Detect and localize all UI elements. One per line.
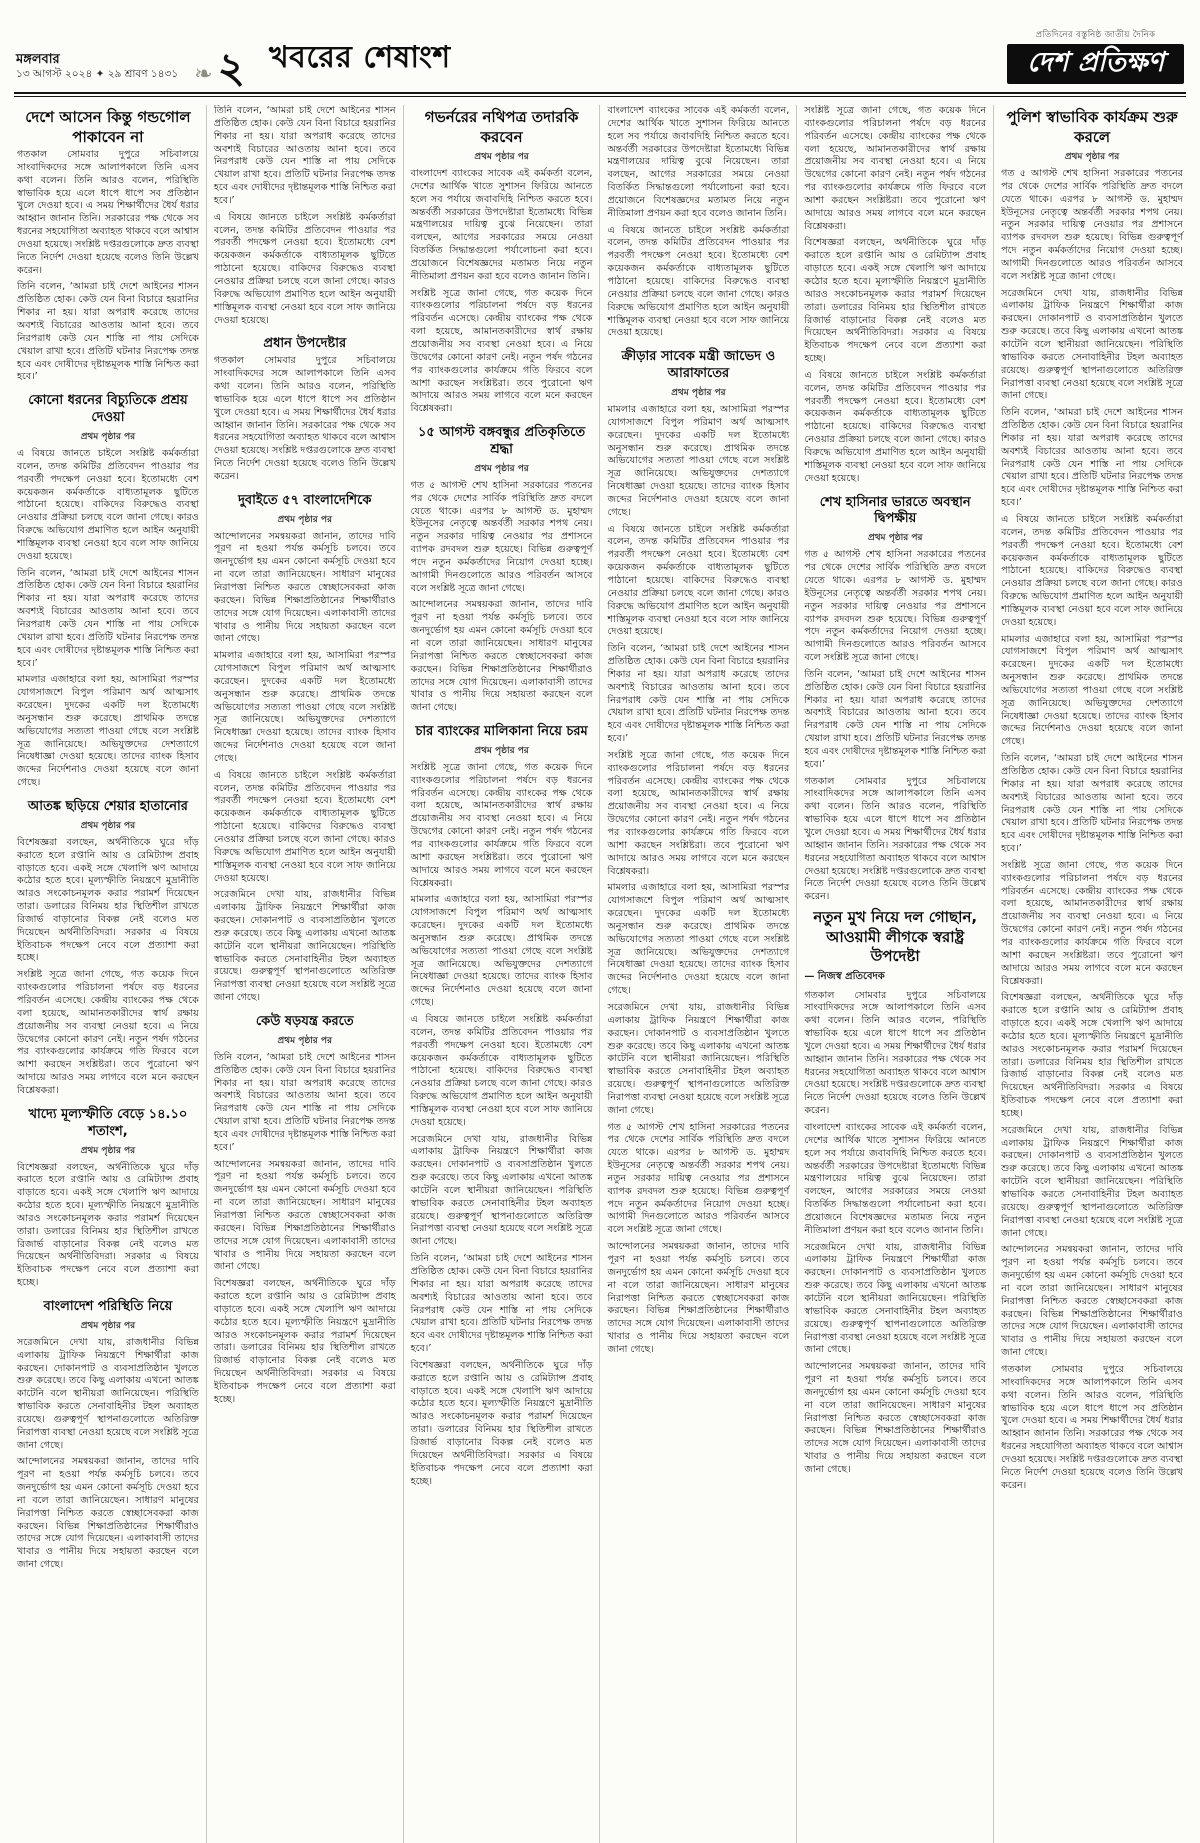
continued-from-label: প্রথম পৃষ্ঠার পর — [80, 820, 136, 831]
article-paragraph: সরেজমিনে দেখা যায়, রাজধানীর বিভিন্ন এলাকায় ট্রাফিক নিয়ন্ত্রণে শিক্ষার্থীরা কাজ করছেন। দোকানপাট ও ব্যবসাপ্রতিষ্ঠান খুলতে শুরু করেছে। তবে কিছু এলাকায় এখনো আতঙ্ক কাটেনি বলে স্থানীয়রা জানিয়েছেন। পরিস্থিতি স্বাভাবিক করতে সেনাবাহিনীর টহল অব্যাহত রয়েছে। গুরুত্বপূর্ণ স্থাপনাগুলোতে অতিরিক্ত নিরাপত্তা ব্যবস্থা নেওয়া হয়েছে বলে সংশ্লিষ্ট সূত্রে জানা গেছে। — [1001, 287, 1183, 402]
article-paragraph: এ বিষয়ে জানতে চাইলে সংশ্লিষ্ট কর্মকর্তারা বলেন, তদন্ত কমিটির প্রতিবেদন পাওয়ার পর পরবর্তী পদক্ষেপ নেওয়া হবে। ইতোমধ্যে বেশ কয়েকজন কর্মকর্তাকে বাধ্যতামূলক ছুটিতে পাঠানো হয়েছে। বাকিদের বিরুদ্ধেও ব্যবস্থা নেওয়ার প্রক্রিয়া চলছে বলে জানা গেছে। কারও বিরুদ্ধে অভিযোগ প্রমাণিত হলে আইন অনুযায়ী শাস্তিমূলক ব্যবস্থা নেওয়া হবে বলে সাফ জানিয়ে দেওয়া হয়েছে। — [17, 448, 199, 562]
page-number: ২ — [217, 43, 245, 93]
article-paragraph: এ বিষয়ে জানতে চাইলে সংশ্লিষ্ট কর্মকর্তারা বলেন, তদন্ত কমিটির প্রতিবেদন পাওয়ার পর পরবর্তী পদক্ষেপ নেওয়া হবে। ইতোমধ্যে বেশ কয়েকজন কর্মকর্তাকে বাধ্যতামূলক ছুটিতে পাঠানো হয়েছে। বাকিদের বিরুদ্ধেও ব্যবস্থা নেওয়ার প্রক্রিয়া চলছে বলে জানা গেছে। কারও বিরুদ্ধে অভিযোগ প্রমাণিত হলে আইন অনুযায়ী শাস্তিমূলক ব্যবস্থা নেওয়া হবে বলে সাফ জানিয়ে দেওয়া হয়েছে। — [213, 769, 396, 884]
article-paragraph: সংশ্লিষ্ট সূত্রে জানা গেছে, গত কয়েক দিনে ব্যাংকগুলোর পরিচালনা পর্ষদে বড় ধরনের পরিবর্তন এসেছে। কেন্দ্রীয় ব্যাংকের পক্ষ থেকে বলা হয়েছে, আমানতকারীদের স্বার্থ রক্ষায় প্রয়োজনীয় সব ব্যবস্থা নেওয়া হবে। এ নিয়ে উদ্বেগের কোনো কারণ নেই। নতুন পর্ষদ গঠনের পর ব্যাংকগুলোর কার্যক্রমে গতি ফিরবে বলে আশা করছেন সংশ্লিষ্টরা। তবে পুরোনো ঋণ আদায়ে আরও সময় লাগবে বলে মনে করছেন বিশ্লেষকরা। — [804, 105, 987, 232]
article-headline: কোনো ধরনের বিচ্যুতিকে প্রশ্রয় দেওয়া — [28, 393, 188, 426]
article-paragraph: আন্দোলনের সমন্বয়করা জানান, তাদের দাবি পূরণ না হওয়া পর্যন্ত কর্মসূচি চলবে। তবে জনদুর্ভোগ হয় এমন কোনো কর্মসূচি দেওয়া হবে না বলে তারা জানিয়েছেন। সাধারণ মানুষের নিরাপত্তা নিশ্চিত করতে স্বেচ্ছাসেবকরা কাজ করছেন। বিভিন্ন শিক্ষাপ্রতিষ্ঠানের শিক্ষার্থীরাও তাদের সঙ্গে যোগ দিয়েছেন। এলাকাবাসী তাদের খাবার ও পানীয় দিয়ে সহায়তা করছেন বলে জানা গেছে। — [607, 1241, 790, 1355]
article-paragraph: তিনি বলেন, ‘আমরা চাই দেশে আইনের শাসন প্রতিষ্ঠিত হোক। কেউ যেন বিনা বিচারে হয়রানির শিকার না হয়। যারা অপরাধ করেছে তাদের অবশ্যই বিচারের আওতায় আনা হবে। তবে নিরপরাধ কেউ যেন শাস্তি না পায় সেদিকে খেয়াল রাখা হবে। প্রতিটি ঘটনার নিরপেক্ষ তদন্ত হবে এবং দোষীদের দৃষ্টান্তমূলক শাস্তি নিশ্চিত করা হবে।’ — [607, 643, 790, 745]
article-paragraph: তিনি বলেন, ‘আমরা চাই দেশে আইনের শাসন প্রতিষ্ঠিত হোক। কেউ যেন বিনা বিচারে হয়রানির শিকার না হয়। যারা অপরাধ করেছে তাদের অবশ্যই বিচারের আওতায় আনা হবে। তবে নিরপরাধ কেউ যেন শাস্তি না পায় সেদিকে খেয়াল রাখা হবে। প্রতিটি ঘটনার নিরপেক্ষ তদন্ত হবে এবং দোষীদের দৃষ্টান্তমূলক শাস্তি নিশ্চিত করা হবে।’ — [804, 668, 987, 770]
header-rule-thick — [14, 92, 1186, 94]
article-paragraph: এ বিষয়ে জানতে চাইলে সংশ্লিষ্ট কর্মকর্তারা বলেন, তদন্ত কমিটির প্রতিবেদন পাওয়ার পর পরবর্তী পদক্ষেপ নেওয়া হবে। ইতোমধ্যে বেশ কয়েকজন কর্মকর্তাকে বাধ্যতামূলক ছুটিতে পাঠানো হয়েছে। বাকিদের বিরুদ্ধেও ব্যবস্থা নেওয়ার প্রক্রিয়া চলছে বলে জানা গেছে। কারও বিরুদ্ধে অভিযোগ প্রমাণিত হলে আইন অনুযায়ী শাস্তিমূলক ব্যবস্থা নেওয়া হবে বলে সাফ জানিয়ে দেওয়া হয়েছে। — [804, 369, 987, 484]
article-paragraph: বাংলাদেশ ব্যাংকের সাবেক এই কর্মকর্তা বলেন, দেশের আর্থিক খাতে সুশাসন ফিরিয়ে আনতে হলে সব পর্যায়ে জবাবদিহি নিশ্চিত করতে হবে। অন্তর্বর্তী সরকারের উপদেষ্টারা ইতোমধ্যে বিভিন্ন মন্ত্রণালয়ের দায়িত্ব বুঝে নিয়েছেন। তারা বলছেন, আগের সরকারের সময়ে নেওয়া বিতর্কিত সিদ্ধান্তগুলো পর্যালোচনা করা হবে। প্রয়োজনে বিশেষজ্ঞদের মতামত নিয়ে নতুন নীতিমালা প্রণয়ন করা হবে বলেও জানান তিনি। — [607, 105, 790, 219]
article-paragraph: বিশেষজ্ঞরা বলছেন, অর্থনীতিকে ঘুরে দাঁড় করাতে হলে রপ্তানি আয় ও রেমিট্যান্স প্রবাহ বাড়াতে হবে। একই সঙ্গে খেলাপি ঋণ আদায়ে কঠোর হতে হবে। মূল্যস্ফীতি নিয়ন্ত্রণে মুদ্রানীতি আরও সংকোচনমূলক করার পরামর্শ দিয়েছেন তারা। ডলারের বিনিময় হার স্থিতিশীল রাখতে রিজার্ভ বাড়ানোর বিকল্প নেই বলেও মত দিয়েছেন অর্থনীতিবিদরা। সরকার এ বিষয়ে ইতিবাচক পদক্ষেপ নেবে বলে প্রত্যাশা করা হচ্ছে। — [1001, 992, 1183, 1119]
article-paragraph: তিনি বলেন, ‘আমরা চাই দেশে আইনের শাসন প্রতিষ্ঠিত হোক। কেউ যেন বিনা বিচারে হয়রানির শিকার না হয়। যারা অপরাধ করেছে তাদের অবশ্যই বিচারের আওতায় আনা হবে। তবে নিরপরাধ কেউ যেন শাস্তি না পায় সেদিকে খেয়াল রাখা হবে। প্রতিটি ঘটনার নিরপেক্ষ তদন্ত হবে এবং দোষীদের দৃষ্টান্তমূলক শাস্তি নিশ্চিত করা হবে।’ — [213, 1051, 396, 1153]
article-headline: বাংলাদেশ পরিস্থিতি নিয়ে — [43, 1298, 173, 1314]
article-paragraph: তিনি বলেন, ‘আমরা চাই দেশে আইনের শাসন প্রতিষ্ঠিত হোক। কেউ যেন বিনা বিচারে হয়রানির শিকার না হয়। যারা অপরাধ করেছে তাদের অবশ্যই বিচারের আওতায় আনা হবে। তবে নিরপরাধ কেউ যেন শাস্তি না পায় সেদিকে খেয়াল রাখা হবে। প্রতিটি ঘটনার নিরপেক্ষ তদন্ত হবে এবং দোষীদের দৃষ্টান্তমূলক শাস্তি নিশ্চিত করা হবে।’ — [213, 105, 396, 206]
masthead-block — [1007, 28, 1184, 86]
column-1 — [10, 105, 206, 1843]
article-headline: খাদ্যে মূল্যস্ফীতি বেড়ে ১৪.১০ শতাংশ, — [28, 1106, 188, 1139]
article-paragraph: সরেজমিনে দেখা যায়, রাজধানীর বিভিন্ন এলাকায় ট্রাফিক নিয়ন্ত্রণে শিক্ষার্থীরা কাজ করছেন। দোকানপাট ও ব্যবসাপ্রতিষ্ঠান খুলতে শুরু করেছে। তবে কিছু এলাকায় এখনো আতঙ্ক কাটেনি বলে স্থানীয়রা জানিয়েছেন। পরিস্থিতি স্বাভাবিক করতে সেনাবাহিনীর টহল অব্যাহত রয়েছে। গুরুত্বপূর্ণ স্থাপনাগুলোতে অতিরিক্ত নিরাপত্তা ব্যবস্থা নেওয়া হয়েছে বলে সংশ্লিষ্ট সূত্রে জানা গেছে। — [804, 1241, 987, 1356]
article-headline: ক্রীড়ার সাবেক মন্ত্রী জাভেদ ও আরাফাতের — [621, 349, 776, 382]
continued-from-label: প্রথম পৃষ্ঠার পর — [474, 152, 529, 163]
article-paragraph: গতকাল সোমবার দুপুরে সচিবালয়ে সাংবাদিকদের সঙ্গে আলাপকালে তিনি এসব কথা বলেন। তিনি আরও বলেন, পরিস্থিতি স্বাভাবিক হয়ে এলে ধাপে ধাপে সব প্রতিষ্ঠান খুলে দেওয়া হবে। এ সময় শিক্ষার্থীদের ধৈর্য ধরার আহ্বান জানান তিনি। সরকারের পক্ষ থেকে সব ধরনের সহযোগিতা অব্যাহত থাকবে বলে আশ্বাস দেওয়া হয়েছে। সংশ্লিষ্ট দপ্তরগুলোকে দ্রুত ব্যবস্থা নিতে নির্দেশ দেওয়া হয়েছে বলেও তিনি উল্লেখ করেন। — [17, 149, 199, 276]
article-paragraph: এ বিষয়ে জানতে চাইলে সংশ্লিষ্ট কর্মকর্তারা বলেন, তদন্ত কমিটির প্রতিবেদন পাওয়ার পর পরবর্তী পদক্ষেপ নেওয়া হবে। ইতোমধ্যে বেশ কয়েকজন কর্মকর্তাকে বাধ্যতামূলক ছুটিতে পাঠানো হয়েছে। বাকিদের বিরুদ্ধেও ব্যবস্থা নেওয়ার প্রক্রিয়া চলছে বলে জানা গেছে। কারও বিরুদ্ধে অভিযোগ প্রমাণিত হলে আইন অনুযায়ী শাস্তিমূলক ব্যবস্থা নেওয়া হবে বলে সাফ জানিয়ে দেওয়া হয়েছে। — [213, 211, 396, 326]
article-columns — [0, 101, 1200, 1843]
column-4 — [599, 105, 796, 1843]
continued-from-label: প্রথম পৃষ্ঠার পর — [474, 463, 529, 474]
column-2 — [206, 105, 403, 1843]
article-paragraph: বাংলাদেশ ব্যাংকের সাবেক এই কর্মকর্তা বলেন, দেশের আর্থিক খাতে সুশাসন ফিরিয়ে আনতে হলে সব পর্যায়ে জবাবদিহি নিশ্চিত করতে হবে। অন্তর্বর্তী সরকারের উপদেষ্টারা ইতোমধ্যে বিভিন্ন মন্ত্রণালয়ের দায়িত্ব বুঝে নিয়েছেন। তারা বলছেন, আগের সরকারের সময়ে নেওয়া বিতর্কিত সিদ্ধান্তগুলো পর্যালোচনা করা হবে। প্রয়োজনে বিশেষজ্ঞদের মতামত নিয়ে নতুন নীতিমালা প্রণয়ন করা হবে বলেও জানান তিনি। — [410, 168, 593, 282]
article-paragraph: বিশেষজ্ঞরা বলছেন, অর্থনীতিকে ঘুরে দাঁড় করাতে হলে রপ্তানি আয় ও রেমিট্যান্স প্রবাহ বাড়াতে হবে। একই সঙ্গে খেলাপি ঋণ আদায়ে কঠোর হতে হবে। মূল্যস্ফীতি নিয়ন্ত্রণে মুদ্রানীতি আরও সংকোচনমূলক করার পরামর্শ দিয়েছেন তারা। ডলারের বিনিময় হার স্থিতিশীল রাখতে রিজার্ভ বাড়ানোর বিকল্প নেই বলেও মত দিয়েছেন অর্থনীতিবিদরা। সরকার এ বিষয়ে ইতিবাচক পদক্ষেপ নেবে বলে প্রত্যাশা করা হচ্ছে। — [410, 1359, 593, 1487]
page-header — [0, 0, 1200, 93]
article-paragraph: তিনি বলেন, ‘আমরা চাই দেশে আইনের শাসন প্রতিষ্ঠিত হোক। কেউ যেন বিনা বিচারে হয়রানির শিকার না হয়। যারা অপরাধ করেছে তাদের অবশ্যই বিচারের আওতায় আনা হবে। তবে নিরপরাধ কেউ যেন শাস্তি না পায় সেদিকে খেয়াল রাখা হবে। প্রতিটি ঘটনার নিরপেক্ষ তদন্ত হবে এবং দোষীদের দৃষ্টান্তমূলক শাস্তি নিশ্চিত করা হবে।’ — [1001, 753, 1183, 855]
article-paragraph: মামলার এজাহারে বলা হয়, আসামিরা পরস্পর যোগসাজশে বিপুল পরিমাণ অর্থ আত্মসাৎ করেছেন। দুদকের একটি দল ইতোমধ্যে অনুসন্ধান শুরু করেছে। প্রাথমিক তদন্তে অভিযোগের সত্যতা পাওয়া গেছে বলে সংশ্লিষ্ট সূত্র জানিয়েছে। অভিযুক্তদের দেশত্যাগে নিষেধাজ্ঞা দেওয়া হয়েছে। তাদের ব্যাংক হিসাব জব্দের নির্দেশনাও দেওয়া হয়েছে বলে জানা গেছে। — [213, 650, 396, 764]
article-paragraph: বিশেষজ্ঞরা বলছেন, অর্থনীতিকে ঘুরে দাঁড় করাতে হলে রপ্তানি আয় ও রেমিট্যান্স প্রবাহ বাড়াতে হবে। একই সঙ্গে খেলাপি ঋণ আদায়ে কঠোর হতে হবে। মূল্যস্ফীতি নিয়ন্ত্রণে মুদ্রানীতি আরও সংকোচনমূলক করার পরামর্শ দিয়েছেন তারা। ডলারের বিনিময় হার স্থিতিশীল রাখতে রিজার্ভ বাড়ানোর বিকল্প নেই বলেও মত দিয়েছেন অর্থনীতিবিদরা। সরকার এ বিষয়ে ইতিবাচক পদক্ষেপ নেবে বলে প্রত্যাশা করা হচ্ছে। — [804, 237, 987, 365]
article-paragraph: এ বিষয়ে জানতে চাইলে সংশ্লিষ্ট কর্মকর্তারা বলেন, তদন্ত কমিটির প্রতিবেদন পাওয়ার পর পরবর্তী পদক্ষেপ নেওয়া হবে। ইতোমধ্যে বেশ কয়েকজন কর্মকর্তাকে বাধ্যতামূলক ছুটিতে পাঠানো হয়েছে। বাকিদের বিরুদ্ধেও ব্যবস্থা নেওয়ার প্রক্রিয়া চলছে বলে জানা গেছে। কারও বিরুদ্ধে অভিযোগ প্রমাণিত হলে আইন অনুযায়ী শাস্তিমূলক ব্যবস্থা নেওয়া হবে বলে সাফ জানিয়ে দেওয়া হয়েছে। — [607, 224, 790, 339]
article-headline: ১৫ আগস্ট বঙ্গবন্ধুর প্রতিকৃতিতে শ্রদ্ধা — [417, 425, 586, 457]
flourish-icon: ❧ — [194, 62, 213, 88]
article-paragraph: সংশ্লিষ্ট সূত্রে জানা গেছে, গত কয়েক দিনে ব্যাংকগুলোর পরিচালনা পর্ষদে বড় ধরনের পরিবর্তন এসেছে। কেন্দ্রীয় ব্যাংকের পক্ষ থেকে বলা হয়েছে, আমানতকারীদের স্বার্থ রক্ষায় প্রয়োজনীয় সব ব্যবস্থা নেওয়া হবে। এ নিয়ে উদ্বেগের কোনো কারণ নেই। নতুন পর্ষদ গঠনের পর ব্যাংকগুলোর কার্যক্রমে গতি ফিরবে বলে আশা করছেন সংশ্লিষ্টরা। তবে পুরোনো ঋণ আদায়ে আরও সময় লাগবে বলে মনে করছেন বিশ্লেষকরা। — [17, 969, 199, 1096]
article-paragraph: গতকাল সোমবার দুপুরে সচিবালয়ে সাংবাদিকদের সঙ্গে আলাপকালে তিনি এসব কথা বলেন। তিনি আরও বলেন, পরিস্থিতি স্বাভাবিক হয়ে এলে ধাপে ধাপে সব প্রতিষ্ঠান খুলে দেওয়া হবে। এ সময় শিক্ষার্থীদের ধৈর্য ধরার আহ্বান জানান তিনি। সরকারের পক্ষ থেকে সব ধরনের সহযোগিতা অব্যাহত থাকবে বলে আশ্বাস দেওয়া হয়েছে। সংশ্লিষ্ট দপ্তরগুলোকে দ্রুত ব্যবস্থা নিতে নির্দেশ দেওয়া হয়েছে বলেও তিনি উল্লেখ করেন। — [213, 355, 396, 482]
article-paragraph: বাংলাদেশ ব্যাংকের সাবেক এই কর্মকর্তা বলেন, দেশের আর্থিক খাতে সুশাসন ফিরিয়ে আনতে হলে সব পর্যায়ে জবাবদিহি নিশ্চিত করতে হবে। অন্তর্বর্তী সরকারের উপদেষ্টারা ইতোমধ্যে বিভিন্ন মন্ত্রণালয়ের দায়িত্ব বুঝে নিয়েছেন। তারা বলছেন, আগের সরকারের সময়ে নেওয়া বিতর্কিত সিদ্ধান্তগুলো পর্যালোচনা করা হবে। প্রয়োজনে বিশেষজ্ঞদের মতামত নিয়ে নতুন নীতিমালা প্রণয়ন করা হবে বলেও জানান তিনি। — [804, 1122, 987, 1236]
article-headline: পুলিশ স্বাভাবিক কার্যক্রম শুরু করলে — [1006, 108, 1178, 146]
article-headline: আতঙ্ক ছড়িয়ে শেয়ার হাতানোর — [27, 798, 188, 814]
continued-from-label: প্রথম পৃষ্ঠার পর — [671, 388, 726, 399]
article-paragraph: তিনি বলেন, ‘আমরা চাই দেশে আইনের শাসন প্রতিষ্ঠিত হোক। কেউ যেন বিনা বিচারে হয়রানির শিকার না হয়। যারা অপরাধ করেছে তাদের অবশ্যই বিচারের আওতায় আনা হবে। তবে নিরপরাধ কেউ যেন শাস্তি না পায় সেদিকে খেয়াল রাখা হবে। প্রতিটি ঘটনার নিরপেক্ষ তদন্ত হবে এবং দোষীদের দৃষ্টান্তমূলক শাস্তি নিশ্চিত করা হবে।’ — [1001, 407, 1183, 509]
continued-from-label: প্রথম পৃষ্ঠার পর — [277, 1035, 332, 1046]
byline: — নিজস্ব প্রতিবেদক — [804, 970, 885, 982]
continued-from-label: প্রথম পৃষ্ঠার পর — [1064, 152, 1120, 163]
article-paragraph: আন্দোলনের সমন্বয়করা জানান, তাদের দাবি পূরণ না হওয়া পর্যন্ত কর্মসূচি চলবে। তবে জনদুর্ভোগ হয় এমন কোনো কর্মসূচি দেওয়া হবে না বলে তারা জানিয়েছেন। সাধারণ মানুষের নিরাপত্তা নিশ্চিত করতে স্বেচ্ছাসেবকরা কাজ করছেন। বিভিন্ন শিক্ষাপ্রতিষ্ঠানের শিক্ষার্থীরাও তাদের সঙ্গে যোগ দিয়েছেন। এলাকাবাসী তাদের খাবার ও পানীয় দিয়ে সহায়তা করছেন বলে জানা গেছে। — [804, 1361, 987, 1475]
article-paragraph: গত ৫ আগস্ট শেখ হাসিনা সরকারের পতনের পর থেকে দেশের সার্বিক পরিস্থিতি দ্রুত বদলে যেতে থাকে। এরপর ৮ আগস্ট ড. মুহাম্মদ ইউনূসের নেতৃত্বে অন্তর্বর্তী সরকার শপথ নেয়। নতুন সরকার দায়িত্ব নেওয়ার পর প্রশাসনে ব্যাপক রদবদল শুরু হয়েছে। বিভিন্ন গুরুত্বপূর্ণ পদে নতুন কর্মকর্তাদের নিয়োগ দেওয়া হচ্ছে। আগামী দিনগুলোতে আরও পরিবর্তন আসবে বলে সংশ্লিষ্ট সূত্রে জানা গেছে। — [1001, 168, 1183, 282]
continued-from-label: প্রথম পৃষ্ঠার পর — [80, 1320, 136, 1331]
article-paragraph: সংশ্লিষ্ট সূত্রে জানা গেছে, গত কয়েক দিনে ব্যাংকগুলোর পরিচালনা পর্ষদে বড় ধরনের পরিবর্তন এসেছে। কেন্দ্রীয় ব্যাংকের পক্ষ থেকে বলা হয়েছে, আমানতকারীদের স্বার্থ রক্ষায় প্রয়োজনীয় সব ব্যবস্থা নেওয়া হবে। এ নিয়ে উদ্বেগের কোনো কারণ নেই। নতুন পর্ষদ গঠনের পর ব্যাংকগুলোর কার্যক্রমে গতি ফিরবে বলে আশা করছেন সংশ্লিষ্টরা। তবে পুরোনো ঋণ আদায়ে আরও সময় লাগবে বলে মনে করছেন বিশ্লেষকরা। — [1001, 859, 1183, 987]
date-line: ১৩ আগস্ট ২০২৪ ✦ ২৯ শ্রাবণ ১৪৩১ — [16, 68, 179, 81]
article-paragraph: সরেজমিনে দেখা যায়, রাজধানীর বিভিন্ন এলাকায় ট্রাফিক নিয়ন্ত্রণে শিক্ষার্থীরা কাজ করছেন। দোকানপাট ও ব্যবসাপ্রতিষ্ঠান খুলতে শুরু করেছে। তবে কিছু এলাকায় এখনো আতঙ্ক কাটেনি বলে স্থানীয়রা জানিয়েছেন। পরিস্থিতি স্বাভাবিক করতে সেনাবাহিনীর টহল অব্যাহত রয়েছে। গুরুত্বপূর্ণ স্থাপনাগুলোতে অতিরিক্ত নিরাপত্তা ব্যবস্থা নেওয়া হয়েছে বলে সংশ্লিষ্ট সূত্রে জানা গেছে। — [1001, 1124, 1183, 1239]
article-paragraph: গত ৫ আগস্ট শেখ হাসিনা সরকারের পতনের পর থেকে দেশের সার্বিক পরিস্থিতি দ্রুত বদলে যেতে থাকে। এরপর ৮ আগস্ট ড. মুহাম্মদ ইউনূসের নেতৃত্বে অন্তর্বর্তী সরকার শপথ নেয়। নতুন সরকার দায়িত্ব নেওয়ার পর প্রশাসনে ব্যাপক রদবদল শুরু হয়েছে। বিভিন্ন গুরুত্বপূর্ণ পদে নতুন কর্মকর্তাদের নিয়োগ দেওয়া হচ্ছে। আগামী দিনগুলোতে আরও পরিবর্তন আসবে বলে সংশ্লিষ্ট সূত্রে জানা গেছে। — [410, 479, 593, 594]
article-paragraph: আন্দোলনের সমন্বয়করা জানান, তাদের দাবি পূরণ না হওয়া পর্যন্ত কর্মসূচি চলবে। তবে জনদুর্ভোগ হয় এমন কোনো কর্মসূচি দেওয়া হবে না বলে তারা জানিয়েছেন। সাধারণ মানুষের নিরাপত্তা নিশ্চিত করতে স্বেচ্ছাসেবকরা কাজ করছেন। বিভিন্ন শিক্ষাপ্রতিষ্ঠানের শিক্ষার্থীরাও তাদের সঙ্গে যোগ দিয়েছেন। এলাকাবাসী তাদের খাবার ও পানীয় দিয়ে সহায়তা করছেন বলে জানা গেছে। — [410, 599, 593, 714]
article-paragraph: মামলার এজাহারে বলা হয়, আসামিরা পরস্পর যোগসাজশে বিপুল পরিমাণ অর্থ আত্মসাৎ করেছেন। দুদকের একটি দল ইতোমধ্যে অনুসন্ধান শুরু করেছে। প্রাথমিক তদন্তে অভিযোগের সত্যতা পাওয়া গেছে বলে সংশ্লিষ্ট সূত্র জানিয়েছে। অভিযুক্তদের দেশত্যাগে নিষেধাজ্ঞা দেওয়া হয়েছে। তাদের ব্যাংক হিসাব জব্দের নির্দেশনাও দেওয়া হয়েছে বলে জানা গেছে। — [607, 882, 790, 997]
header-rule-thin — [14, 96, 1186, 97]
column-6 — [993, 105, 1190, 1843]
article-paragraph: গতকাল সোমবার দুপুরে সচিবালয়ে সাংবাদিকদের সঙ্গে আলাপকালে তিনি এসব কথা বলেন। তিনি আরও বলেন, পরিস্থিতি স্বাভাবিক হয়ে এলে ধাপে ধাপে সব প্রতিষ্ঠান খুলে দেওয়া হবে। এ সময় শিক্ষার্থীদের ধৈর্য ধরার আহ্বান জানান তিনি। সরকারের পক্ষ থেকে সব ধরনের সহযোগিতা অব্যাহত থাকবে বলে আশ্বাস দেওয়া হয়েছে। সংশ্লিষ্ট দপ্তরগুলোকে দ্রুত ব্যবস্থা নিতে নির্দেশ দেওয়া হয়েছে বলেও তিনি উল্লেখ করেন। — [1001, 1363, 1183, 1491]
article-paragraph: সরেজমিনে দেখা যায়, রাজধানীর বিভিন্ন এলাকায় ট্রাফিক নিয়ন্ত্রণে শিক্ষার্থীরা কাজ করছেন। দোকানপাট ও ব্যবসাপ্রতিষ্ঠান খুলতে শুরু করেছে। তবে কিছু এলাকায় এখনো আতঙ্ক কাটেনি বলে স্থানীয়রা জানিয়েছেন। পরিস্থিতি স্বাভাবিক করতে সেনাবাহিনীর টহল অব্যাহত রয়েছে। গুরুত্বপূর্ণ স্থাপনাগুলোতে অতিরিক্ত নিরাপত্তা ব্যবস্থা নেওয়া হয়েছে বলে সংশ্লিষ্ট সূত্রে জানা গেছে। — [410, 1133, 593, 1248]
article-paragraph: সংশ্লিষ্ট সূত্রে জানা গেছে, গত কয়েক দিনে ব্যাংকগুলোর পরিচালনা পর্ষদে বড় ধরনের পরিবর্তন এসেছে। কেন্দ্রীয় ব্যাংকের পক্ষ থেকে বলা হয়েছে, আমানতকারীদের স্বার্থ রক্ষায় প্রয়োজনীয় সব ব্যবস্থা নেওয়া হবে। এ নিয়ে উদ্বেগের কোনো কারণ নেই। নতুন পর্ষদ গঠনের পর ব্যাংকগুলোর কার্যক্রমে গতি ফিরবে বলে আশা করছেন সংশ্লিষ্টরা। তবে পুরোনো ঋণ আদায়ে আরও সময় লাগবে বলে মনে করছেন বিশ্লেষকরা। — [410, 761, 593, 889]
article-paragraph: এ বিষয়ে জানতে চাইলে সংশ্লিষ্ট কর্মকর্তারা বলেন, তদন্ত কমিটির প্রতিবেদন পাওয়ার পর পরবর্তী পদক্ষেপ নেওয়া হবে। ইতোমধ্যে বেশ কয়েকজন কর্মকর্তাকে বাধ্যতামূলক ছুটিতে পাঠানো হয়েছে। বাকিদের বিরুদ্ধেও ব্যবস্থা নেওয়ার প্রক্রিয়া চলছে বলে জানা গেছে। কারও বিরুদ্ধে অভিযোগ প্রমাণিত হলে আইন অনুযায়ী শাস্তিমূলক ব্যবস্থা নেওয়া হবে বলে সাফ জানিয়ে দেওয়া হয়েছে। — [410, 1013, 593, 1128]
article-paragraph: মামলার এজাহারে বলা হয়, আসামিরা পরস্পর যোগসাজশে বিপুল পরিমাণ অর্থ আত্মসাৎ করেছেন। দুদকের একটি দল ইতোমধ্যে অনুসন্ধান শুরু করেছে। প্রাথমিক তদন্তে অভিযোগের সত্যতা পাওয়া গেছে বলে সংশ্লিষ্ট সূত্র জানিয়েছে। অভিযুক্তদের দেশত্যাগে নিষেধাজ্ঞা দেওয়া হয়েছে। তাদের ব্যাংক হিসাব জব্দের নির্দেশনাও দেওয়া হয়েছে বলে জানা গেছে। — [410, 894, 593, 1009]
article-headline: প্রধান উপদেষ্টার — [263, 336, 347, 352]
weekday-label: মঙ্গলবার — [16, 51, 60, 67]
date-block — [16, 52, 178, 87]
article-paragraph: আন্দোলনের সমন্বয়করা জানান, তাদের দাবি পূরণ না হওয়া পর্যন্ত কর্মসূচি চলবে। তবে জনদুর্ভোগ হয় এমন কোনো কর্মসূচি দেওয়া হবে না বলে তারা জানিয়েছেন। সাধারণ মানুষের নিরাপত্তা নিশ্চিত করতে স্বেচ্ছাসেবকরা কাজ করছেন। বিভিন্ন শিক্ষাপ্রতিষ্ঠানের শিক্ষার্থীরাও তাদের সঙ্গে যোগ দিয়েছেন। এলাকাবাসী তাদের খাবার ও পানীয় দিয়ে সহায়তা করছেন বলে জানা গেছে। — [1001, 1244, 1183, 1359]
article-paragraph: বিশেষজ্ঞরা বলছেন, অর্থনীতিকে ঘুরে দাঁড় করাতে হলে রপ্তানি আয় ও রেমিট্যান্স প্রবাহ বাড়াতে হবে। একই সঙ্গে খেলাপি ঋণ আদায়ে কঠোর হতে হবে। মূল্যস্ফীতি নিয়ন্ত্রণে মুদ্রানীতি আরও সংকোচনমূলক করার পরামর্শ দিয়েছেন তারা। ডলারের বিনিময় হার স্থিতিশীল রাখতে রিজার্ভ বাড়ানোর বিকল্প নেই বলেও মত দিয়েছেন অর্থনীতিবিদরা। সরকার এ বিষয়ে ইতিবাচক পদক্ষেপ নেবে বলে প্রত্যাশা করা হচ্ছে। — [213, 1278, 396, 1405]
continued-from-label: প্রথম পৃষ্ঠার পর — [474, 745, 529, 756]
continued-from-label: প্রথম পৃষ্ঠার পর — [277, 514, 332, 525]
article-paragraph: সরেজমিনে দেখা যায়, রাজধানীর বিভিন্ন এলাকায় ট্রাফিক নিয়ন্ত্রণে শিক্ষার্থীরা কাজ করছেন। দোকানপাট ও ব্যবসাপ্রতিষ্ঠান খুলতে শুরু করেছে। তবে কিছু এলাকায় এখনো আতঙ্ক কাটেনি বলে স্থানীয়রা জানিয়েছেন। পরিস্থিতি স্বাভাবিক করতে সেনাবাহিনীর টহল অব্যাহত রয়েছে। গুরুত্বপূর্ণ স্থাপনাগুলোতে অতিরিক্ত নিরাপত্তা ব্যবস্থা নেওয়া হয়েছে বলে সংশ্লিষ্ট সূত্রে জানা গেছে। — [17, 1336, 199, 1451]
article-paragraph: এ বিষয়ে জানতে চাইলে সংশ্লিষ্ট কর্মকর্তারা বলেন, তদন্ত কমিটির প্রতিবেদন পাওয়ার পর পরবর্তী পদক্ষেপ নেওয়া হবে। ইতোমধ্যে বেশ কয়েকজন কর্মকর্তাকে বাধ্যতামূলক ছুটিতে পাঠানো হয়েছে। বাকিদের বিরুদ্ধেও ব্যবস্থা নেওয়ার প্রক্রিয়া চলছে বলে জানা গেছে। কারও বিরুদ্ধে অভিযোগ প্রমাণিত হলে আইন অনুযায়ী শাস্তিমূলক ব্যবস্থা নেওয়া হবে বলে সাফ জানিয়ে দেওয়া হয়েছে। — [607, 523, 790, 638]
article-paragraph: সংশ্লিষ্ট সূত্রে জানা গেছে, গত কয়েক দিনে ব্যাংকগুলোর পরিচালনা পর্ষদে বড় ধরনের পরিবর্তন এসেছে। কেন্দ্রীয় ব্যাংকের পক্ষ থেকে বলা হয়েছে, আমানতকারীদের স্বার্থ রক্ষায় প্রয়োজনীয় সব ব্যবস্থা নেওয়া হবে। এ নিয়ে উদ্বেগের কোনো কারণ নেই। নতুন পর্ষদ গঠনের পর ব্যাংকগুলোর কার্যক্রমে গতি ফিরবে বলে আশা করছেন সংশ্লিষ্টরা। তবে পুরোনো ঋণ আদায়ে আরও সময় লাগবে বলে মনে করছেন বিশ্লেষকরা। — [410, 287, 593, 415]
masthead-tagline: প্রতিদিনের বস্তুনিষ্ঠ জাতীয় দৈনিক — [1035, 30, 1156, 40]
article-paragraph: সংশ্লিষ্ট সূত্রে জানা গেছে, গত কয়েক দিনে ব্যাংকগুলোর পরিচালনা পর্ষদে বড় ধরনের পরিবর্তন এসেছে। কেন্দ্রীয় ব্যাংকের পক্ষ থেকে বলা হয়েছে, আমানতকারীদের স্বার্থ রক্ষায় প্রয়োজনীয় সব ব্যবস্থা নেওয়া হবে। এ নিয়ে উদ্বেগের কোনো কারণ নেই। নতুন পর্ষদ গঠনের পর ব্যাংকগুলোর কার্যক্রমে গতি ফিরবে বলে আশা করছেন সংশ্লিষ্টরা। তবে পুরোনো ঋণ আদায়ে আরও সময় লাগবে বলে মনে করছেন বিশ্লেষকরা। — [607, 749, 790, 877]
article-headline: কেউ ষড়যন্ত্র করতে — [255, 1013, 354, 1029]
article-paragraph: তিনি বলেন, ‘আমরা চাই দেশে আইনের শাসন প্রতিষ্ঠিত হোক। কেউ যেন বিনা বিচারে হয়রানির শিকার না হয়। যারা অপরাধ করেছে তাদের অবশ্যই বিচারের আওতায় আনা হবে। তবে নিরপরাধ কেউ যেন শাস্তি না পায় সেদিকে খেয়াল রাখা হবে। প্রতিটি ঘটনার নিরপেক্ষ তদন্ত হবে এবং দোষীদের দৃষ্টান্তমূলক শাস্তি নিশ্চিত করা হবে।’ — [17, 567, 199, 669]
article-paragraph: মামলার এজাহারে বলা হয়, আসামিরা পরস্পর যোগসাজশে বিপুল পরিমাণ অর্থ আত্মসাৎ করেছেন। দুদকের একটি দল ইতোমধ্যে অনুসন্ধান শুরু করেছে। প্রাথমিক তদন্তে অভিযোগের সত্যতা পাওয়া গেছে বলে সংশ্লিষ্ট সূত্র জানিয়েছে। অভিযুক্তদের দেশত্যাগে নিষেধাজ্ঞা দেওয়া হয়েছে। তাদের ব্যাংক হিসাব জব্দের নির্দেশনাও দেওয়া হয়েছে বলে জানা গেছে। — [1001, 633, 1183, 748]
article-paragraph: মামলার এজাহারে বলা হয়, আসামিরা পরস্পর যোগসাজশে বিপুল পরিমাণ অর্থ আত্মসাৎ করেছেন। দুদকের একটি দল ইতোমধ্যে অনুসন্ধান শুরু করেছে। প্রাথমিক তদন্তে অভিযোগের সত্যতা পাওয়া গেছে বলে সংশ্লিষ্ট সূত্র জানিয়েছে। অভিযুক্তদের দেশত্যাগে নিষেধাজ্ঞা দেওয়া হয়েছে। তাদের ব্যাংক হিসাব জব্দের নির্দেশনাও দেওয়া হয়েছে বলে জানা গেছে। — [17, 674, 199, 789]
continued-from-label: প্রথম পৃষ্ঠার পর — [868, 533, 923, 544]
article-paragraph: গত ৫ আগস্ট শেখ হাসিনা সরকারের পতনের পর থেকে দেশের সার্বিক পরিস্থিতি দ্রুত বদলে যেতে থাকে। এরপর ৮ আগস্ট ড. মুহাম্মদ ইউনূসের নেতৃত্বে অন্তর্বর্তী সরকার শপথ নেয়। নতুন সরকার দায়িত্ব নেওয়ার পর প্রশাসনে ব্যাপক রদবদল শুরু হয়েছে। বিভিন্ন গুরুত্বপূর্ণ পদে নতুন কর্মকর্তাদের নিয়োগ দেওয়া হচ্ছে। আগামী দিনগুলোতে আরও পরিবর্তন আসবে বলে সংশ্লিষ্ট সূত্রে জানা গেছে। — [804, 549, 987, 664]
article-paragraph: তিনি বলেন, ‘আমরা চাই দেশে আইনের শাসন প্রতিষ্ঠিত হোক। কেউ যেন বিনা বিচারে হয়রানির শিকার না হয়। যারা অপরাধ করেছে তাদের অবশ্যই বিচারের আওতায় আনা হবে। তবে নিরপরাধ কেউ যেন শাস্তি না পায় সেদিকে খেয়াল রাখা হবে। প্রতিটি ঘটনার নিরপেক্ষ তদন্ত হবে এবং দোষীদের দৃষ্টান্তমূলক শাস্তি নিশ্চিত করা হবে।’ — [17, 281, 199, 383]
masthead-logo: দেশ প্রতিক্ষণ — [1007, 44, 1184, 84]
column-3 — [403, 105, 600, 1843]
page-number-block — [194, 43, 245, 93]
article-headline: নতুন মুখ নিয়ে দল গোছান, আওয়ামী লীগকে স্বরাষ্ট্র উপদেষ্টা — [813, 908, 978, 966]
article-paragraph: বিশেষজ্ঞরা বলছেন, অর্থনীতিকে ঘুরে দাঁড় করাতে হলে রপ্তানি আয় ও রেমিট্যান্স প্রবাহ বাড়াতে হবে। একই সঙ্গে খেলাপি ঋণ আদায়ে কঠোর হতে হবে। মূল্যস্ফীতি নিয়ন্ত্রণে মুদ্রানীতি আরও সংকোচনমূলক করার পরামর্শ দিয়েছেন তারা। ডলারের বিনিময় হার স্থিতিশীল রাখতে রিজার্ভ বাড়ানোর বিকল্প নেই বলেও মত দিয়েছেন অর্থনীতিবিদরা। সরকার এ বিষয়ে ইতিবাচক পদক্ষেপ নেবে বলে প্রত্যাশা করা হচ্ছে। — [17, 836, 199, 964]
article-paragraph: আন্দোলনের সমন্বয়করা জানান, তাদের দাবি পূরণ না হওয়া পর্যন্ত কর্মসূচি চলবে। তবে জনদুর্ভোগ হয় এমন কোনো কর্মসূচি দেওয়া হবে না বলে তারা জানিয়েছেন। সাধারণ মানুষের নিরাপত্তা নিশ্চিত করতে স্বেচ্ছাসেবকরা কাজ করছেন। বিভিন্ন শিক্ষাপ্রতিষ্ঠানের শিক্ষার্থীরাও তাদের সঙ্গে যোগ দিয়েছেন। এলাকাবাসী তাদের খাবার ও পানীয় দিয়ে সহায়তা করছেন বলে জানা গেছে। — [17, 1456, 199, 1571]
article-headline: দেশে আসেন কিন্তু গন্ডগোল পাকাবেন না — [25, 108, 191, 146]
article-headline: গভর্নরের নথিপত্র তদারকি করবেন — [424, 108, 579, 146]
continued-from-label: প্রথম পৃষ্ঠার পর — [80, 1145, 136, 1156]
article-paragraph: গত ৫ আগস্ট শেখ হাসিনা সরকারের পতনের পর থেকে দেশের সার্বিক পরিস্থিতি দ্রুত বদলে যেতে থাকে। এরপর ৮ আগস্ট ড. মুহাম্মদ ইউনূসের নেতৃত্বে অন্তর্বর্তী সরকার শপথ নেয়। নতুন সরকার দায়িত্ব নেওয়ার পর প্রশাসনে ব্যাপক রদবদল শুরু হয়েছে। বিভিন্ন গুরুত্বপূর্ণ পদে নতুন কর্মকর্তাদের নিয়োগ দেওয়া হচ্ছে। আগামী দিনগুলোতে আরও পরিবর্তন আসবে বলে সংশ্লিষ্ট সূত্রে জানা গেছে। — [607, 1121, 790, 1236]
article-paragraph: সরেজমিনে দেখা যায়, রাজধানীর বিভিন্ন এলাকায় ট্রাফিক নিয়ন্ত্রণে শিক্ষার্থীরা কাজ করছেন। দোকানপাট ও ব্যবসাপ্রতিষ্ঠান খুলতে শুরু করেছে। তবে কিছু এলাকায় এখনো আতঙ্ক কাটেনি বলে স্থানীয়রা জানিয়েছেন। পরিস্থিতি স্বাভাবিক করতে সেনাবাহিনীর টহল অব্যাহত রয়েছে। গুরুত্বপূর্ণ স্থাপনাগুলোতে অতিরিক্ত নিরাপত্তা ব্যবস্থা নেওয়া হয়েছে বলে সংশ্লিষ্ট সূত্রে জানা গেছে। — [213, 889, 396, 1004]
article-paragraph: গতকাল সোমবার দুপুরে সচিবালয়ে সাংবাদিকদের সঙ্গে আলাপকালে তিনি এসব কথা বলেন। তিনি আরও বলেন, পরিস্থিতি স্বাভাবিক হয়ে এলে ধাপে ধাপে সব প্রতিষ্ঠান খুলে দেওয়া হবে। এ সময় শিক্ষার্থীদের ধৈর্য ধরার আহ্বান জানান তিনি। সরকারের পক্ষ থেকে সব ধরনের সহযোগিতা অব্যাহত থাকবে বলে আশ্বাস দেওয়া হয়েছে। সংশ্লিষ্ট দপ্তরগুলোকে দ্রুত ব্যবস্থা নিতে নির্দেশ দেওয়া হয়েছে বলেও তিনি উল্লেখ করেন। — [804, 775, 987, 903]
article-paragraph: সরেজমিনে দেখা যায়, রাজধানীর বিভিন্ন এলাকায় ট্রাফিক নিয়ন্ত্রণে শিক্ষার্থীরা কাজ করছেন। দোকানপাট ও ব্যবসাপ্রতিষ্ঠান খুলতে শুরু করেছে। তবে কিছু এলাকায় এখনো আতঙ্ক কাটেনি বলে স্থানীয়রা জানিয়েছেন। পরিস্থিতি স্বাভাবিক করতে সেনাবাহিনীর টহল অব্যাহত রয়েছে। গুরুত্বপূর্ণ স্থাপনাগুলোতে অতিরিক্ত নিরাপত্তা ব্যবস্থা নেওয়া হয়েছে বলে সংশ্লিষ্ট সূত্রে জানা গেছে। — [607, 1001, 790, 1116]
article-paragraph: তিনি বলেন, ‘আমরা চাই দেশে আইনের শাসন প্রতিষ্ঠিত হোক। কেউ যেন বিনা বিচারে হয়রানির শিকার না হয়। যারা অপরাধ করেছে তাদের অবশ্যই বিচারের আওতায় আনা হবে। তবে নিরপরাধ কেউ যেন শাস্তি না পায় সেদিকে খেয়াল রাখা হবে। প্রতিটি ঘটনার নিরপেক্ষ তদন্ত হবে এবং দোষীদের দৃষ্টান্তমূলক শাস্তি নিশ্চিত করা হবে।’ — [410, 1253, 593, 1355]
article-paragraph: এ বিষয়ে জানতে চাইলে সংশ্লিষ্ট কর্মকর্তারা বলেন, তদন্ত কমিটির প্রতিবেদন পাওয়ার পর পরবর্তী পদক্ষেপ নেওয়া হবে। ইতোমধ্যে বেশ কয়েকজন কর্মকর্তাকে বাধ্যতামূলক ছুটিতে পাঠানো হয়েছে। বাকিদের বিরুদ্ধেও ব্যবস্থা নেওয়ার প্রক্রিয়া চলছে বলে জানা গেছে। কারও বিরুদ্ধে অভিযোগ প্রমাণিত হলে আইন অনুযায়ী শাস্তিমূলক ব্যবস্থা নেওয়া হবে বলে সাফ জানিয়ে দেওয়া হয়েছে। — [1001, 513, 1183, 628]
article-paragraph: আন্দোলনের সমন্বয়করা জানান, তাদের দাবি পূরণ না হওয়া পর্যন্ত কর্মসূচি চলবে। তবে জনদুর্ভোগ হয় এমন কোনো কর্মসূচি দেওয়া হবে না বলে তারা জানিয়েছেন। সাধারণ মানুষের নিরাপত্তা নিশ্চিত করতে স্বেচ্ছাসেবকরা কাজ করছেন। বিভিন্ন শিক্ষাপ্রতিষ্ঠানের শিক্ষার্থীরাও তাদের সঙ্গে যোগ দিয়েছেন। এলাকাবাসী তাদের খাবার ও পানীয় দিয়ে সহায়তা করছেন বলে জানা গেছে। — [213, 530, 396, 645]
section-title: খবরের শেষাংশ — [268, 40, 451, 76]
article-headline: চার ব্যাংকের মালিকানা নিয়ে চরম — [415, 724, 588, 740]
article-headline: দুবাইতে ৫৭ বাংলাদেশিকে — [238, 492, 372, 508]
article-paragraph: মামলার এজাহারে বলা হয়, আসামিরা পরস্পর যোগসাজশে বিপুল পরিমাণ অর্থ আত্মসাৎ করেছেন। দুদকের একটি দল ইতোমধ্যে অনুসন্ধান শুরু করেছে। প্রাথমিক তদন্তে অভিযোগের সত্যতা পাওয়া গেছে বলে সংশ্লিষ্ট সূত্র জানিয়েছে। অভিযুক্তদের দেশত্যাগে নিষেধাজ্ঞা দেওয়া হয়েছে। তাদের ব্যাংক হিসাব জব্দের নির্দেশনাও দেওয়া হয়েছে বলে জানা গেছে। — [607, 404, 790, 518]
article-paragraph: বিশেষজ্ঞরা বলছেন, অর্থনীতিকে ঘুরে দাঁড় করাতে হলে রপ্তানি আয় ও রেমিট্যান্স প্রবাহ বাড়াতে হবে। একই সঙ্গে খেলাপি ঋণ আদায়ে কঠোর হতে হবে। মূল্যস্ফীতি নিয়ন্ত্রণে মুদ্রানীতি আরও সংকোচনমূলক করার পরামর্শ দিয়েছেন তারা। ডলারের বিনিময় হার স্থিতিশীল রাখতে রিজার্ভ বাড়ানোর বিকল্প নেই বলেও মত দিয়েছেন অর্থনীতিবিদরা। সরকার এ বিষয়ে ইতিবাচক পদক্ষেপ নেবে বলে প্রত্যাশা করা হচ্ছে। — [17, 1161, 199, 1289]
article-paragraph: গতকাল সোমবার দুপুরে সচিবালয়ে সাংবাদিকদের সঙ্গে আলাপকালে তিনি এসব কথা বলেন। তিনি আরও বলেন, পরিস্থিতি স্বাভাবিক হয়ে এলে ধাপে ধাপে সব প্রতিষ্ঠান খুলে দেওয়া হবে। এ সময় শিক্ষার্থীদের ধৈর্য ধরার আহ্বান জানান তিনি। সরকারের পক্ষ থেকে সব ধরনের সহযোগিতা অব্যাহত থাকবে বলে আশ্বাস দেওয়া হয়েছে। সংশ্লিষ্ট দপ্তরগুলোকে দ্রুত ব্যবস্থা নিতে নির্দেশ দেওয়া হয়েছে বলেও তিনি উল্লেখ করেন। — [804, 989, 987, 1117]
column-5 — [796, 105, 993, 1843]
continued-from-label: প্রথম পৃষ্ঠার পর — [80, 432, 136, 443]
article-paragraph: আন্দোলনের সমন্বয়করা জানান, তাদের দাবি পূরণ না হওয়া পর্যন্ত কর্মসূচি চলবে। তবে জনদুর্ভোগ হয় এমন কোনো কর্মসূচি দেওয়া হবে না বলে তারা জানিয়েছেন। সাধারণ মানুষের নিরাপত্তা নিশ্চিত করতে স্বেচ্ছাসেবকরা কাজ করছেন। বিভিন্ন শিক্ষাপ্রতিষ্ঠানের শিক্ষার্থীরাও তাদের সঙ্গে যোগ দিয়েছেন। এলাকাবাসী তাদের খাবার ও পানীয় দিয়ে সহায়তা করছেন বলে জানা গেছে। — [213, 1158, 396, 1273]
article-headline: শেখ হাসিনার ভারতে অবস্থান দ্বিপক্ষীয় — [819, 494, 971, 527]
